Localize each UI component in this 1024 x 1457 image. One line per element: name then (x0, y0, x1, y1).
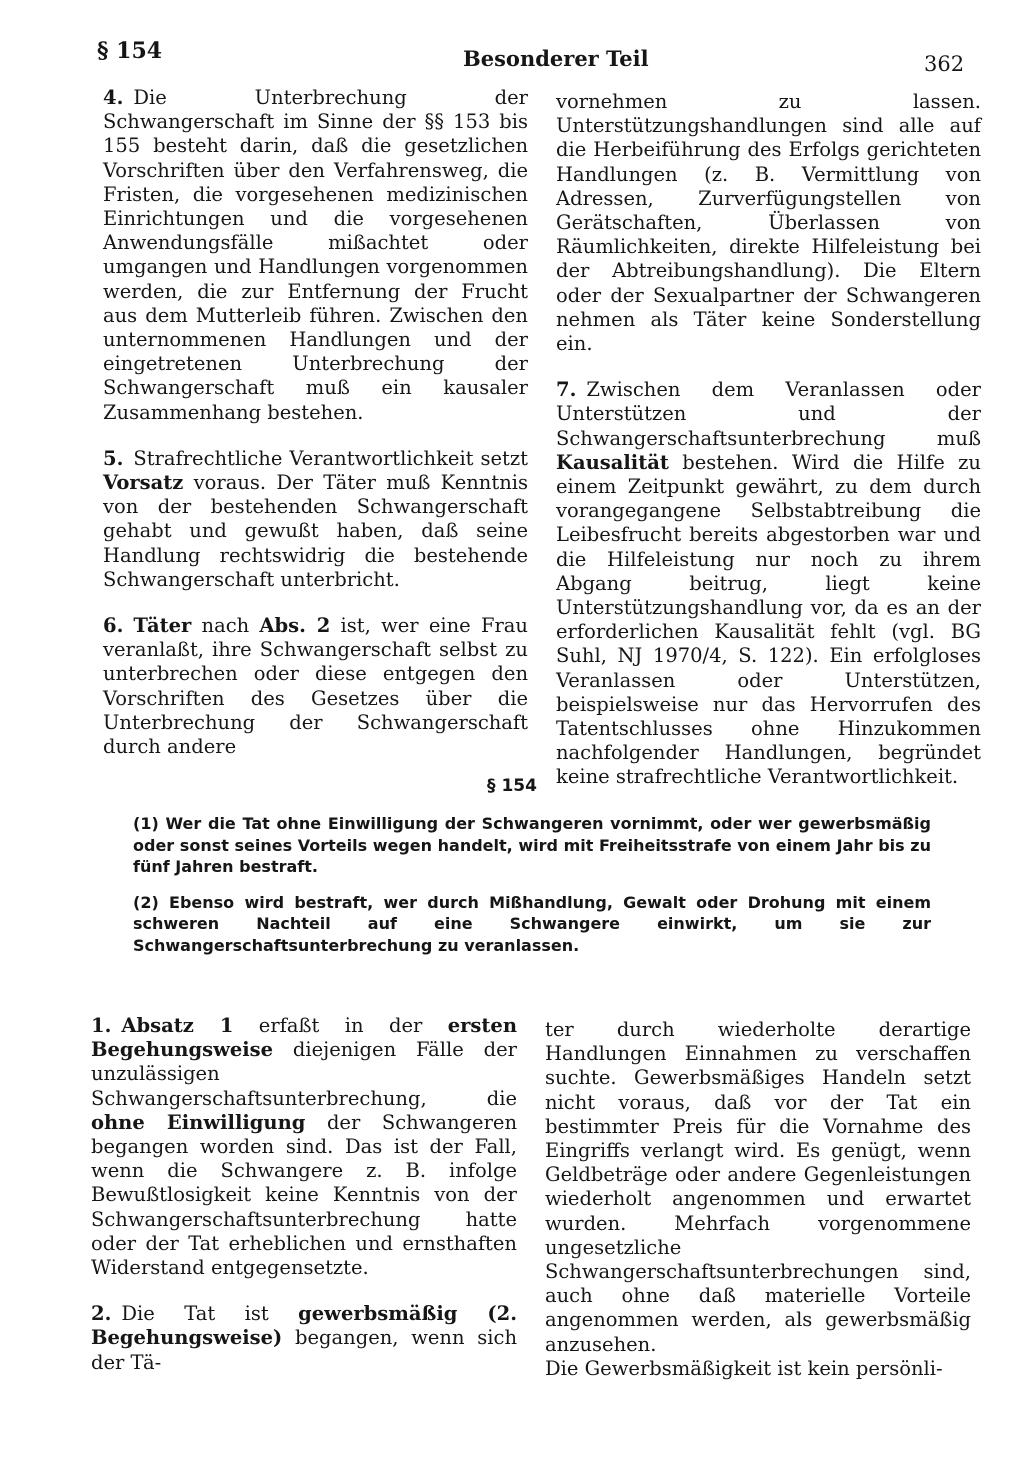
statute-paragraph-2: (2) Ebenso wird bestraft, wer durch Mißhandlung, Gewalt oder Drohung mit einem schweren Nachteil auf eine Schwangere einwirkt, um sie zur Schwangerschaftsunterbrechung zu veranlassen. (133, 892, 931, 955)
item-text: voraus. Der Täter muß Kenntnis von der bestehenden Schwangerschaft gehabt und gewußt haben, daß seine Handlung rechtswidrig die bestehende Schwangerschaft unterbricht. (103, 471, 528, 591)
commentary-next-line: Die Gewerbsmäßigkeit ist kein persönli- (545, 1356, 943, 1380)
item-text: ist, wer eine Frau veranlaßt, ihre Schwangerschaft selbst zu unterbrechen oder diese entgegen den Vorschriften des Gesetzes über die Unterbrechung der Schwangerschaft durch andere (103, 614, 528, 759)
item-emphasis: Absatz 1 (121, 1014, 234, 1037)
lower-left-column (91, 1014, 517, 1397)
page-header (0, 38, 1024, 78)
item-emphasis: ohne Einwilligung (91, 1110, 306, 1134)
upper-left-column (103, 86, 528, 781)
item-number: 7. (556, 378, 577, 402)
item-text: erfaßt in der (233, 1014, 448, 1037)
item-text: diejenigen Fälle der unzulässigen Schwangerschaftsunterbrechung, die (91, 1038, 517, 1110)
commentary-item-5 (103, 447, 528, 592)
item-text: bestehen. Wird die Hilfe zu einem Zeitpunkt gewährt, zu dem durch vorangegangene Selbstabtreibung die Leibesfrucht bereits abgestorben war und die Hilfeleistung nur noch zu ihrem Abgang beitrug, liegt keine Unterstützungshandlung vor, da es an der erforderlichen Kausalität fehlt (vgl. BG Suhl, NJ 1970/4, S. 122). Ein erfolgloses Veranlassen oder Unterstützen, beispielsweise nur das Hervorrufen des Tatentschlusses ohne Hinzukommen nachfolgender Handlungen, begründet keine strafrechtliche Verantwortlichkeit. (556, 450, 981, 789)
commentary-item-4 (103, 86, 528, 425)
item-number: 6. (103, 614, 124, 638)
commentary-item-7 (556, 378, 981, 789)
item-number: 1. (91, 1014, 112, 1037)
item-text: nach (191, 614, 260, 638)
commentary-item-6 (103, 614, 528, 759)
upper-right-column (556, 90, 981, 812)
item-text: Zwischen dem Veranlassen oder Unterstützen und der Schwangerschaftsunterbrechung muß (556, 378, 981, 450)
statute-paragraph-1: (1) Wer die Tat ohne Einwilligung der Schwangeren vornimmt, oder wer gewerbsmäßig oder sonst seines Vorteils wegen handelt, wird mit Freiheitsstrafe von einem Jahr bis zu fünf Jahren bestraft. (133, 814, 931, 877)
item-emphasis: (2. Begehungsweise) (91, 1302, 518, 1350)
item-emphasis: Vorsatz (103, 471, 184, 495)
commentary-item-1 (91, 1014, 517, 1280)
page-number: 362 (924, 52, 965, 76)
item-text: Die Unterbrechung der Schwangerschaft im Sinne der §§ 153 bis 155 besteht darin, daß die gesetzlichen Vorschriften über den Verfahrensweg, die Fristen, die vorgesehenen medizinischen Einrichtungen und die vorgesehenen Anwendungsfälle mißachtet oder umgangen und Handlungen vorgenommen werden, die zur Entfernung der Frucht aus dem Mutterleib führen. Zwischen den unternommenen Handlungen und der eingetretenen Unterbrechung der Schwangerschaft muß ein kausaler Zusammenhang bestehen. (103, 86, 528, 424)
item-text: Strafrechtliche Verantwortlichkeit setzt (133, 446, 528, 470)
item-emphasis: gewerbsmäßig (298, 1302, 458, 1326)
commentary-item-2 (91, 1302, 517, 1375)
statute-text (133, 813, 931, 971)
lower-right-column (545, 1018, 971, 1381)
item-text: Die Tat ist (121, 1302, 299, 1326)
item-number: 2. (91, 1302, 112, 1326)
section-heading: § 154 (487, 776, 537, 796)
commentary-item-6-continued: vornehmen zu lassen. Unterstützungshandlungen sind alle auf die Herbeiführung des Erfolgs gerichteten Handlungen (z. B. Vermittlung von Adressen, Zurverfügungstellen von Gerätschaften, Überlassen von Räumlichkeiten, direkte Hilfeleistung bei der Abtreibungshandlung). Die Eltern oder der Sexualpartner der Schwangeren nehmen als Täter keine Sonderstellung ein. (556, 90, 981, 356)
item-emphasis: ersten Begehungsweise (91, 1014, 517, 1062)
item-number: 5. (103, 446, 124, 470)
item-text: begangen, wenn sich der Tä- (91, 1326, 517, 1374)
item-emphasis: Abs. 2 (259, 614, 331, 638)
item-emphasis: Kausalität (556, 450, 669, 474)
item-emphasis: Täter (133, 614, 192, 638)
commentary-item-2-continued: ter durch wiederholte derartige Handlungen Einnahmen zu verschaffen suchte. Gewerbsmäßiges Handeln setzt nicht voraus, daß vor der Tat ein bestimmter Preis für die Vornahme des Eingriffs verlangt wird. Es genügt, wenn Geldbeträge oder andere Gegenleistungen wiederholt angenommen und erwartet wurden. Mehrfach vorgenommene ungesetzliche Schwangerschaftsunterbrechungen sind, auch ohne daß materielle Vorteile angenommen werden, als gewerbsmäßig anzusehen. (545, 1018, 971, 1356)
item-text: der Schwangeren begangen worden sind. Das ist der Fall, wenn die Schwangere z. B. infolge Bewußtlosigkeit keine Kenntnis von der Schwangerschaftsunterbrechung hatte oder der Tat erheblichen und ernsthaften Widerstand entgegensetzte. (91, 1110, 518, 1280)
item-number: 4. (103, 86, 124, 109)
header-section-number: § 154 (97, 38, 163, 64)
header-title: Besonderer Teil (463, 46, 649, 71)
